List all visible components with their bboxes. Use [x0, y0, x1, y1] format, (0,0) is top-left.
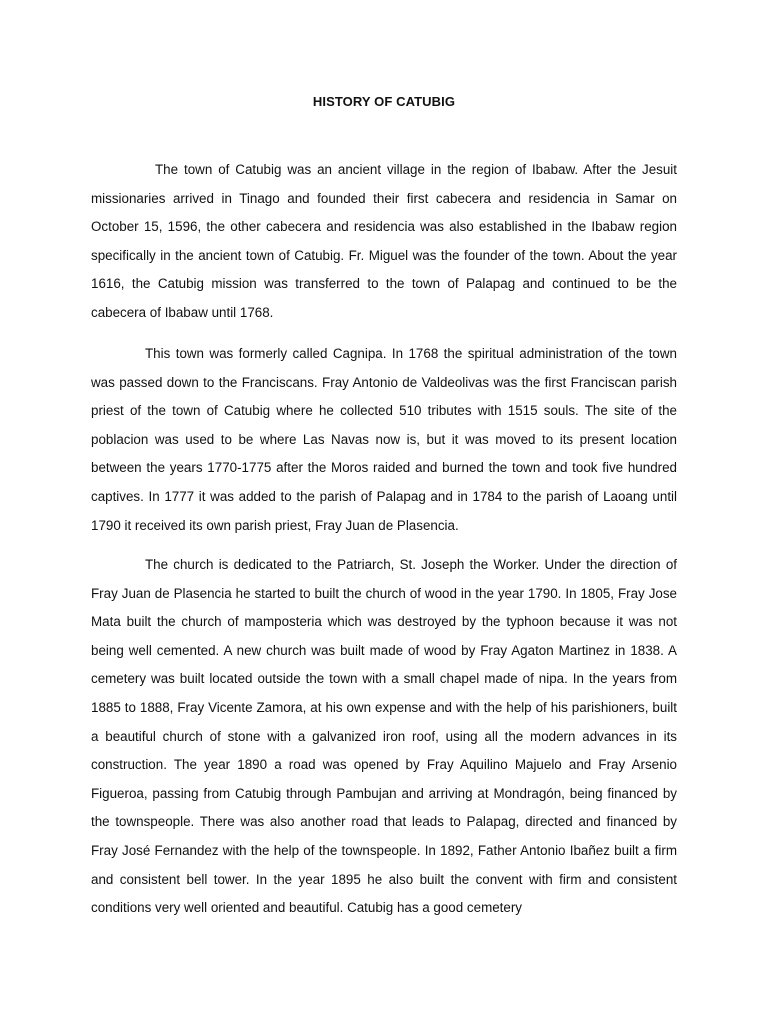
paragraph-2: This town was formerly called Cagnipa. In 1768 the spiritual administration of the town was passed down to the Franciscans. Fray Antonio de Valdeolivas was the first Franciscan parish priest of the town of Catubig where he collected 510 tributes with 1515 souls. The site of the poblacion was used to be where Las Navas now is, but it was moved to its present location between the years 1770-1775 after the Moros raided and burned the town and took five hundred captives. In 1777 it was added to the parish of Palapag and in 1784 to the parish of Laoang until 1790 it received its own parish priest, Fray Juan de Plasencia. — [91, 346, 677, 533]
paragraph-1: The town of Catubig was an ancient village in the region of Ibabaw. After the Jesuit missionaries arrived in Tinago and founded their first cabecera and residencia in Samar on October 15, 1596, the other cabecera and residencia was also established in the Ibabaw region specifically in the ancient town of Catubig. Fr. Miguel was the founder of the town. About the year 1616, the Catubig mission was transferred to the town of Palapag and continued to be the cabecera of Ibabaw until 1768. — [91, 162, 677, 320]
document-title: HISTORY OF CATUBIG — [312, 94, 456, 109]
paragraph-3: The church is dedicated to the Patriarch, St. Joseph the Worker. Under the direction of Fray Juan de Plasencia he started to built the church of wood in the year 1790. In 1805, Fray Jose Mata built the church of mamposteria which was destroyed by the typhoon because it was not being well cemented. A new church was built made of wood by Fray Agaton Martinez in 1838. A cemetery was built located outside the town with a small chapel made of nipa. In the years from 1885 to 1888, Fray Vicente Zamora, at his own expense and with the help of his parishioners, built a beautiful church of stone with a galvanized iron roof, using all the modern advances in its construction. The year 1890 a road was opened by Fray Aquilino Majuelo and Fray Arsenio Figueroa, passing from Catubig through Pambujan and arriving at Mondragón, being financed by the townspeople. There was also another road that leads to Palapag, directed and financed by Fray José Fernandez with the help of the townspeople. In 1892, Father Antonio Ibañez built a firm and consistent bell tower. In the year 1895 he also built the convent with firm and consistent conditions very well oriented and beautiful. Catubig has a good cemetery — [91, 557, 677, 916]
